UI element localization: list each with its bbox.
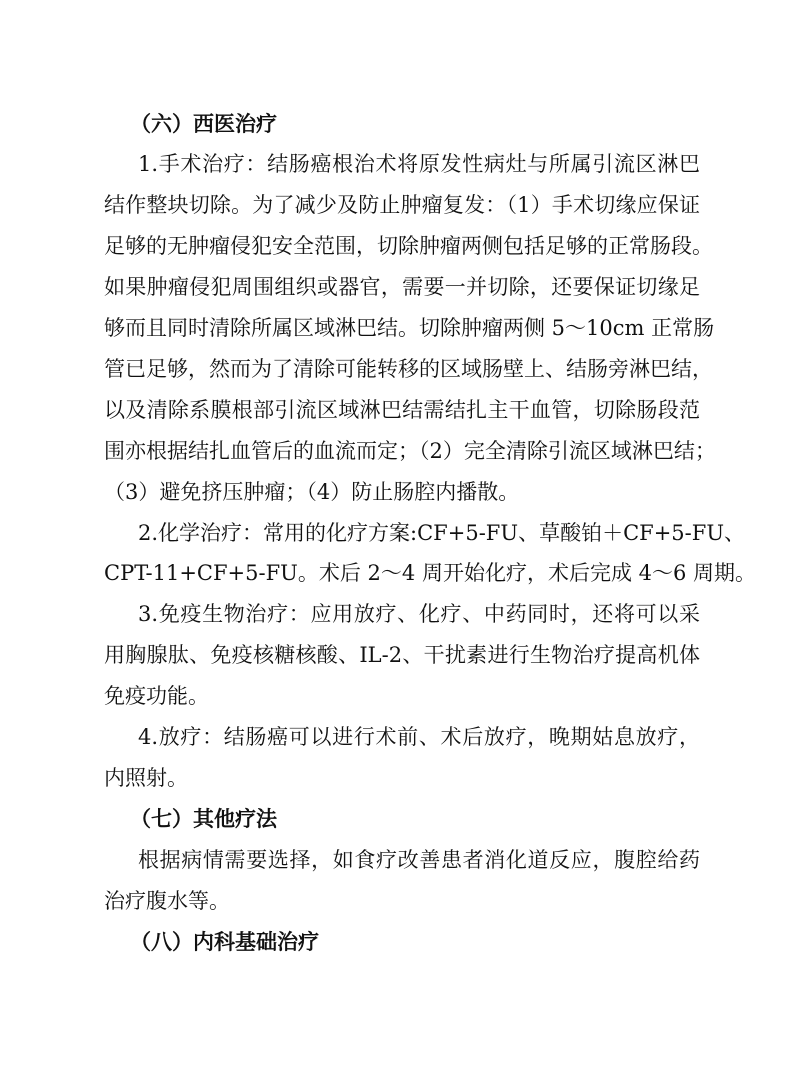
- paragraph-line: 围亦根据结扎血管后的血流而定；（2）完全清除引流区域淋巴结；: [104, 439, 716, 463]
- paragraph-line: 2.化学治疗：常用的化疗方案:CF+5-FU、草酸铂＋CF+5-FU、: [138, 521, 746, 545]
- paragraph-line: （3）避免挤压肿瘤；（4）防止肠腔内播散。: [104, 480, 520, 504]
- paragraph-line: 治疗腹水等。: [104, 889, 230, 913]
- paragraph-line: 根据病情需要选择，如食疗改善患者消化道反应，腹腔给药: [138, 848, 700, 872]
- paragraph-line: CPT-11+CF+5-FU。术后 2～4 周开始化疗，术后完成 4～6 周期。: [104, 561, 757, 585]
- paragraph-line: 如果肿瘤侵犯周围组织或器官，需要一并切除，还要保证切缘足: [104, 275, 700, 299]
- section-heading: （七）其他疗法: [130, 807, 277, 831]
- paragraph-line: 1.手术治疗：结肠癌根治术将原发性病灶与所属引流区淋巴: [138, 152, 700, 176]
- paragraph-line: 管已足够，然而为了清除可能转移的区域肠壁上、结肠旁淋巴结，: [104, 357, 713, 381]
- paragraph-line: 3.免疫生物治疗：应用放疗、化疗、中药同时，还将可以采: [138, 602, 700, 626]
- paragraph-line: 内照射。: [104, 766, 188, 790]
- paragraph-line: 4.放疗：结肠癌可以进行术前、术后放疗，晚期姑息放疗，: [138, 725, 700, 749]
- paragraph-line: 足够的无肿瘤侵犯安全范围，切除肿瘤两侧包括足够的正常肠段。: [104, 234, 713, 258]
- paragraph-line: 用胸腺肽、免疫核糖核酸、IL-2、干扰素进行生物治疗提高机体: [104, 643, 700, 667]
- section-heading: （八）内科基础治疗: [130, 930, 319, 954]
- paragraph-line: 以及清除系膜根部引流区域淋巴结需结扎主干血管，切除肠段范: [104, 398, 700, 422]
- paragraph-line: 结作整块切除。为了减少及防止肿瘤复发：（1）手术切缘应保证: [104, 193, 700, 217]
- paragraph-line: 免疫功能。: [104, 684, 209, 708]
- section-heading: （六）西医治疗: [130, 112, 277, 136]
- paragraph-line: 够而且同时清除所属区域淋巴结。切除肿瘤两侧 5～10cm 正常肠: [104, 316, 715, 340]
